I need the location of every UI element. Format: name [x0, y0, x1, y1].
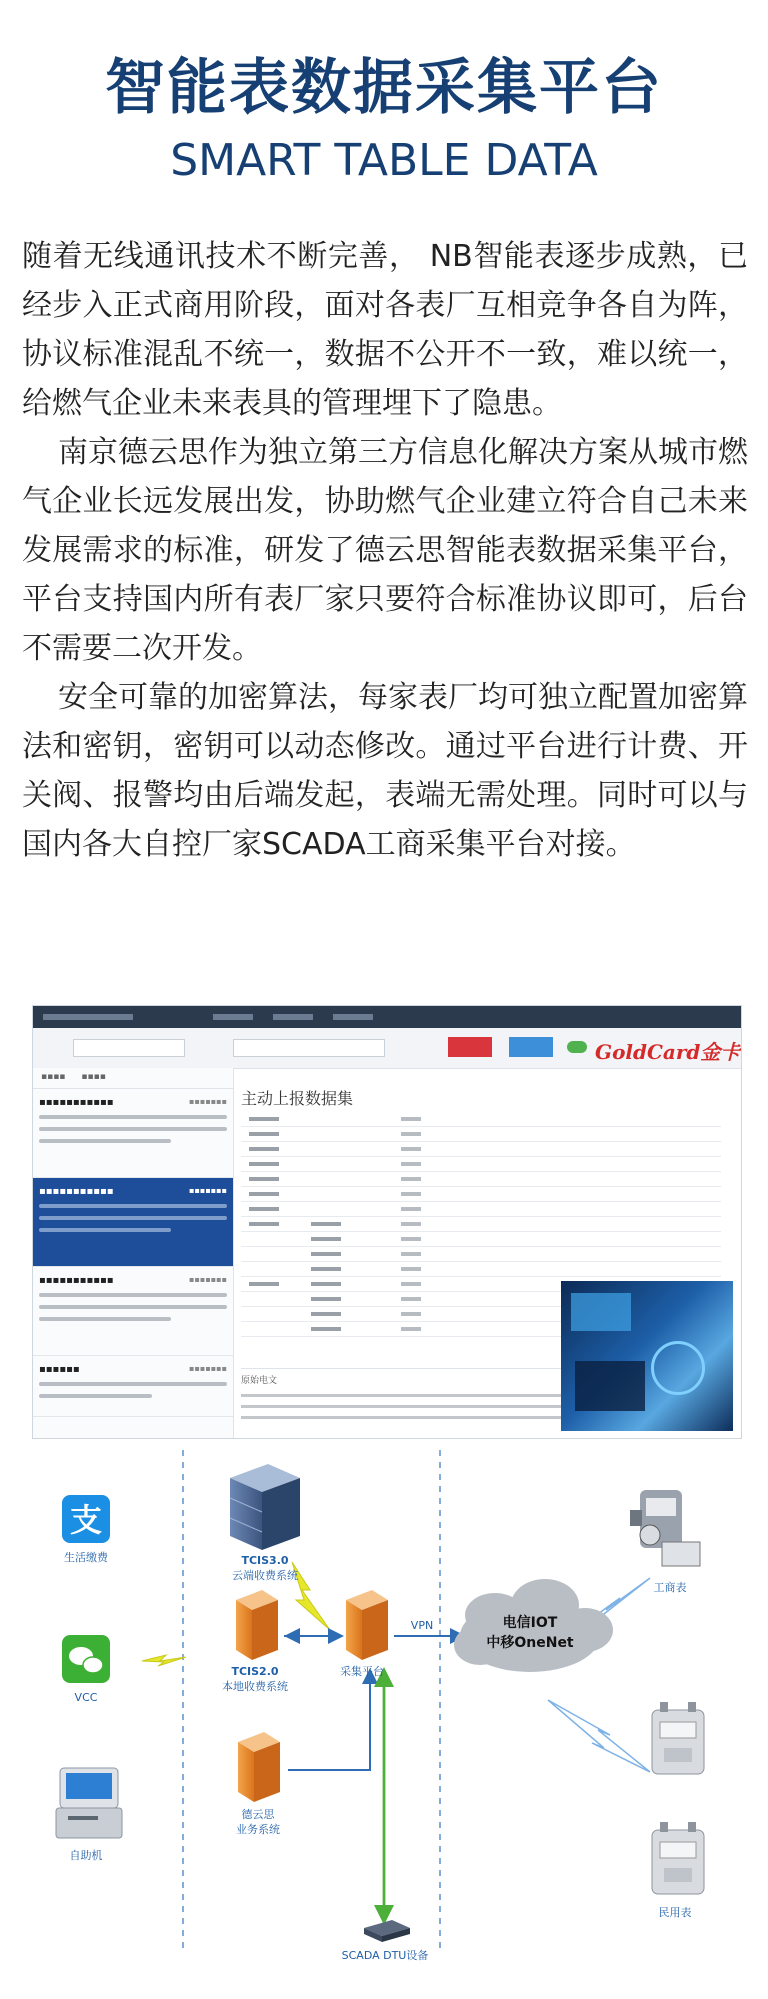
red-action-button[interactable]: [448, 1037, 492, 1057]
svg-text:支: 支: [69, 1501, 103, 1539]
industrial-meter-icon: [630, 1490, 700, 1566]
tcis3-label: TCIS3.0: [241, 1554, 289, 1567]
server-icon: [236, 1590, 278, 1660]
industrial-meter-label: 工商表: [653, 1581, 687, 1594]
list-item-selected[interactable]: ▪▪▪▪▪▪▪▪▪▪▪ ▪▪▪▪▪▪▪: [33, 1178, 233, 1267]
software-screenshot: [32, 1005, 742, 1439]
app-menubar: [33, 1006, 741, 1028]
server-cube-icon: [230, 1464, 300, 1550]
intro-text: [22, 232, 748, 869]
paragraph-1: 随着无线通讯技术不断完善， NB智能表逐步成熟，已经步入正式商用阶段，面对各表厂互相竞争各自为阵，协议标准混乱不统一，数据不公开不一致，难以统一，给燃气企业未来表具的管理埋下了隐患。: [22, 239, 748, 421]
alipay-icon: [62, 1495, 110, 1543]
wireless-bolt-icon: [548, 1700, 650, 1772]
tab-1[interactable]: ▪▪▪▪: [41, 1072, 66, 1082]
list-item[interactable]: ▪▪▪▪▪▪ ▪▪▪▪▪▪▪: [33, 1356, 233, 1417]
app-toolbar: [33, 1028, 741, 1069]
architecture-diagram: [0, 1450, 768, 1999]
wechat-icon: [62, 1635, 110, 1683]
tcis2-label: TCIS2.0: [231, 1665, 279, 1678]
tab-2[interactable]: ▪▪▪▪: [81, 1072, 106, 1082]
dys-label: 德云思: [241, 1808, 275, 1821]
paragraph-2: 南京德云思作为独立第三方信息化解决方案从城市燃气企业长远发展出发，协助燃气企业建立符合自己未来发展需求的标准，研发了德云思智能表数据采集平台，平台支持国内所有表厂家只要符合标准协议即可，后台不需要二次开发。: [22, 435, 748, 666]
server-icon: [238, 1732, 280, 1802]
household-meter-icon: [652, 1702, 704, 1774]
dys-sub: 业务系统: [236, 1823, 280, 1836]
message-list: [33, 1068, 234, 1438]
blue-action-button[interactable]: [509, 1037, 553, 1057]
status-toggle[interactable]: [567, 1041, 587, 1053]
raw-message-label: 原始电文: [241, 1376, 278, 1386]
page-subtitle: SMART TABLE DATA: [170, 135, 598, 186]
server-icon: [346, 1590, 388, 1660]
detail-title: 主动上报数据集: [241, 1089, 354, 1108]
page-title: 智能表数据采集平台: [105, 53, 663, 123]
imei-field[interactable]: [73, 1039, 185, 1057]
tcis3-sub: 云端收费系统: [232, 1569, 298, 1582]
collection-platform-label: 采集平台: [340, 1665, 384, 1678]
dtu-label: SCADA DTU设备: [341, 1949, 429, 1962]
meter-field[interactable]: [233, 1039, 385, 1057]
wireless-bolt-icon: [142, 1655, 186, 1666]
cloud-line-1: 电信IOT: [502, 1615, 558, 1631]
goldcard-logo: GoldCard金卡: [595, 1040, 741, 1064]
list-item[interactable]: ▪▪▪▪▪▪▪▪▪▪▪ ▪▪▪▪▪▪▪: [33, 1089, 233, 1178]
dtu-icon: [364, 1920, 410, 1942]
kiosk-label: 自助机: [69, 1849, 103, 1862]
household-meter-label: 民用表: [658, 1906, 692, 1919]
cloud-line-2: 中移OneNet: [486, 1635, 574, 1651]
list-item[interactable]: ▪▪▪▪▪▪▪▪▪▪▪ ▪▪▪▪▪▪▪: [33, 1267, 233, 1356]
vpn-label: VPN: [410, 1619, 434, 1632]
paragraph-3: 安全可靠的加密算法，每家表厂均可独立配置加密算法和密钥，密钥可以动态修改。通过平台进行计费、开关阀、报警均由后端发起，表端无需处理。同时可以与国内各大自控厂家SCADA工商采集平台对接。: [22, 680, 748, 862]
alipay-label: 生活缴费: [64, 1551, 108, 1564]
kiosk-icon: [56, 1768, 122, 1838]
wechat-label: VCC: [74, 1691, 98, 1704]
message-tabs: [33, 1068, 233, 1089]
household-meter-icon: [652, 1822, 704, 1894]
tcis2-sub: 本地收费系统: [222, 1680, 288, 1693]
control-room-photo: [561, 1281, 733, 1431]
